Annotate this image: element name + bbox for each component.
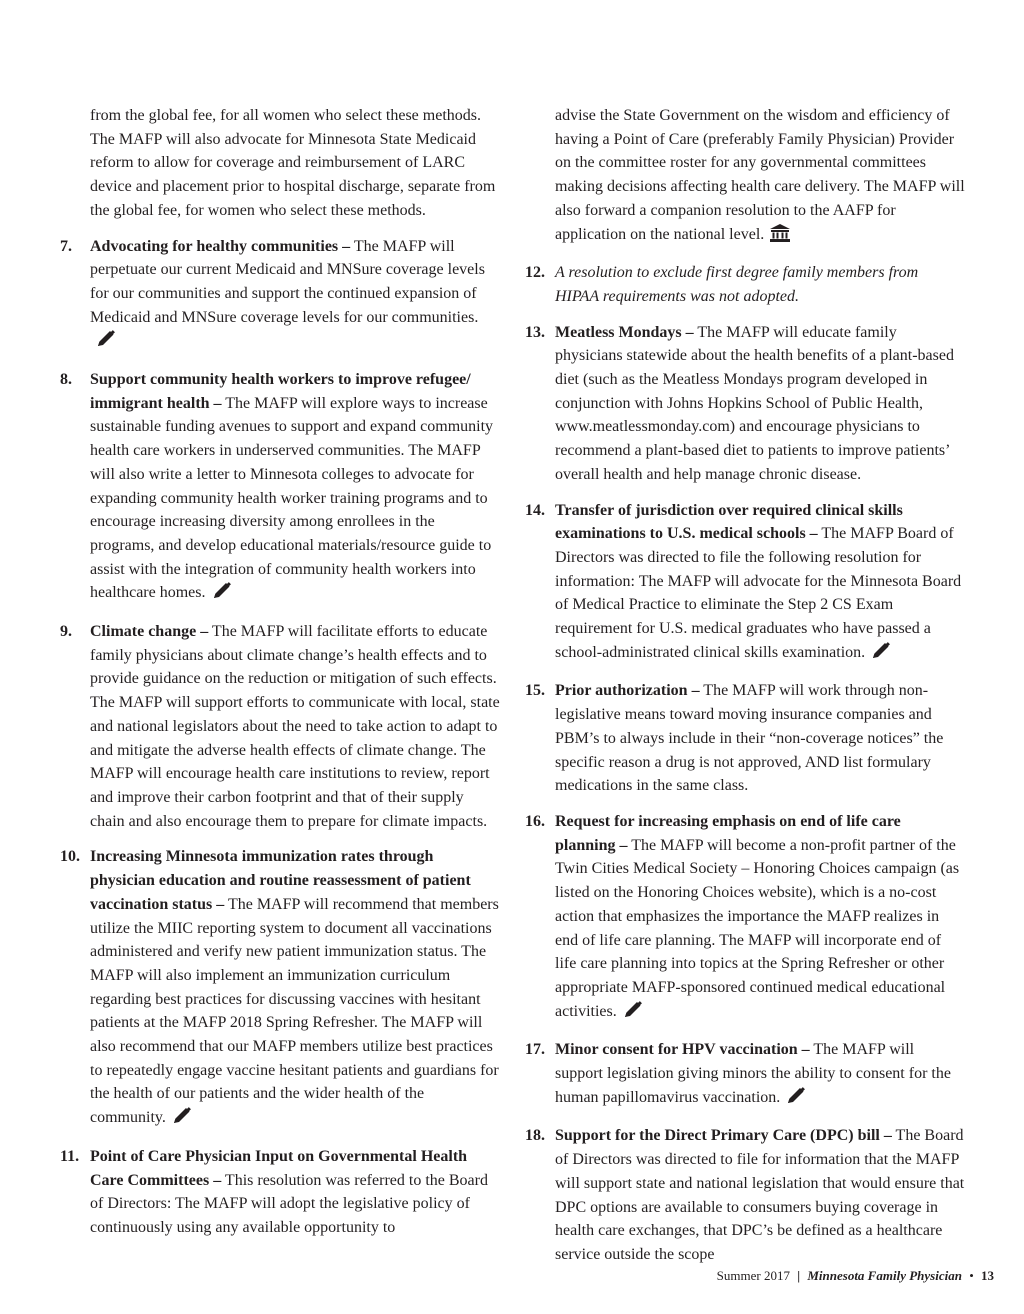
right-resolution-list [525, 261, 965, 1266]
resolution-title: Meatless Mondays – [555, 323, 694, 341]
resolution-title: Prior authorization – [555, 682, 700, 700]
resolution-title: Increasing Minnesota immunization rates through physician education and routine reassessment of patient vaccination status – [90, 848, 471, 913]
resolution-title: Support community health workers to improve refugee/ immigrant health – [90, 371, 471, 412]
resolution-body: The MAFP will perpetuate our current Medicaid and MNSure coverage levels for our communities and support the continued expansion of Medicaid and MNSure coverage levels for our communities. [90, 237, 485, 326]
left-column [60, 104, 500, 1252]
footer-issue: Summer 2017 [716, 1268, 790, 1283]
resolution-title: Point of Care Physician Input on Governmental Health Care Committees – [90, 1147, 468, 1189]
resolution-item [525, 499, 965, 668]
resolution-body: The MAFP will recommend that members utilize the MIIC reporting system to document all vaccinations administered and verify new patient immunization status. The MAFP will also implement an immunization curriculum regarding best practices for discussing vaccines with hesitant patients at the MAFP 2018 Spring Refresher. The MAFP will also recommend that our MAFP members utilize best practices to repeatedly engage vaccine hesitant patients and guardians for the health of our patients and the wider health of the community. [90, 895, 499, 1127]
footer-publication: Minnesota Family Physician [807, 1268, 962, 1283]
resolution-number: 16. [525, 812, 545, 830]
page-number: 13 [981, 1268, 994, 1283]
resolution-body: The MAFP will explore ways to increase sustainable funding avenues to support and expand community health care workers in underserved communities. The MAFP will also write a letter to Minnesota colleges to advocate for expanding community health worker training programs and to encourage increasing diversity among enrollees in the programs, and develop educational materials/resource guide to assist with the integration of community health workers into healthcare homes. [90, 394, 494, 602]
continued-paragraph: from the global fee, for all women who select these methods. The MAFP will also advocate for Minnesota State Medicaid reform to allow for coverage and reimbursement of LARC device and placement prior to hospital discharge, separate from the global fee, for women who select these methods. [90, 107, 496, 219]
resolution-body: The MAFP will facilitate efforts to educate family physicians about climate change’s health effects and to provide guidance on the reduction or mitigation of such effects. The MAFP will support efforts to communicate with local, state and national legislators about the need to take action to adapt to and mitigate the adverse health effects of climate change. The MAFP will encourage health care institutions to review, report and improve their carbon footprint and that of their supply chain and also encourage them to prepare for climate impacts. [90, 623, 500, 830]
resolution-body: A resolution to exclude first degree family members from HIPAA requirements was not adopted. [555, 264, 919, 305]
resolution-number: 11. [60, 1147, 80, 1165]
resolution-title: Transfer of jurisdiction over required clinical skills examinations to U.S. medical schools – [555, 501, 903, 543]
resolution-item [60, 620, 500, 833]
footer-bullet: • [969, 1268, 974, 1283]
resolution-number: 14. [525, 501, 545, 519]
resolution-title: Advocating for healthy communities – [90, 237, 351, 255]
footer-separator: | [797, 1268, 801, 1283]
resolution-number: 7. [60, 237, 72, 255]
resolution-body: The MAFP will educate family physicians statewide about the health benefits of a plant-based diet (such as the Meatless Mondays program developed in conjunction with Johns Hopkins School of Public Health, www.meatlessmonday.com) and encourage physicians to recommend a plant-based diet to patients to improve patients’ overall health and help manage chronic disease. [555, 323, 954, 483]
resolution-number: 15. [525, 682, 545, 700]
resolution-item [525, 679, 965, 798]
resolution-body: The MAFP Board of Directors was directed to file the following resolution for information: The MAFP will advocate for the Minnesota Board of Medical Practice to eliminate the Step 2 CS Exam requirement for U.S. medical graduates who have passed a school-administrated clinical skills examination. [555, 525, 962, 661]
right-intro-text: advise the State Government on the wisdom and efficiency of having a Point of Care (preferably Family Physician) Provider on the committee roster for any governmental committees making decisions affecting health care delivery. The MAFP will also forward a companion resolution to the AAFP for application on the national level. [555, 107, 965, 243]
pencil-icon [871, 642, 891, 668]
resolution-number: 12. [525, 264, 545, 282]
resolution-item [60, 368, 500, 608]
pencil-icon [96, 330, 116, 356]
continued-paragraph-right [555, 104, 965, 249]
resolution-item [525, 321, 965, 487]
resolution-item [525, 261, 965, 308]
resolution-item [60, 235, 500, 357]
resolution-number: 13. [525, 323, 545, 341]
resolution-number: 10. [60, 848, 80, 866]
pencil-icon [623, 1001, 643, 1027]
resolution-number: 8. [60, 371, 72, 389]
resolution-item [525, 1124, 965, 1266]
resolution-body: The MAFP will work through non-legislative means toward moving insurance companies and PBM’s to always include in their “non-coverage notices” the specific reason a drug is not approved, AND list formulary medications in the same class. [555, 682, 944, 795]
right-column [525, 104, 965, 1279]
resolution-body: This resolution was referred to the Board of Directors: The MAFP will adopt the legislative policy of continuously using any available opportunity to [90, 1171, 488, 1236]
resolution-item [60, 1145, 500, 1240]
resolution-title: Request for increasing emphasis on end of life care planning – [555, 812, 901, 854]
resolution-item [60, 845, 500, 1132]
resolution-title: Climate change – [90, 623, 209, 641]
resolution-title: Minor consent for HPV vaccination – [555, 1041, 810, 1059]
pencil-icon [786, 1087, 806, 1113]
resolution-number: 9. [60, 623, 72, 641]
pencil-icon [212, 582, 232, 608]
left-resolution-list [60, 235, 500, 1240]
resolution-title: Support for the Direct Primary Care (DPC) bill – [555, 1127, 892, 1145]
resolution-item [525, 1038, 965, 1112]
pencil-icon [172, 1107, 192, 1133]
resolution-number: 18. [525, 1127, 545, 1145]
page-footer [717, 1268, 994, 1284]
capitol-building-icon [770, 224, 790, 250]
resolution-body: The Board of Directors was directed to file for information that the MAFP will support state and national legislation that would ensure that DPC options are available to consumers buying coverage in health care exchanges, that DPC’s be defined as a healthcare service outside the scope [555, 1127, 965, 1263]
resolution-number: 17. [525, 1041, 545, 1059]
resolution-item [525, 810, 965, 1026]
resolution-body: The MAFP will support legislation giving minors the ability to consent for the human papillomavirus vaccination. [555, 1041, 951, 1106]
resolution-body: The MAFP will become a non-profit partner of the Twin Cities Medical Society – Honoring Choices campaign (as listed on the Honoring Choices website), which is a no-cost action that emphasizes the importance the MAFP realizes in end of life care planning. The MAFP will incorporate end of life care planning into topics at the Spring Refresher or other appropriate MAFP-sponsored continued medical educational activities. [555, 836, 960, 1020]
